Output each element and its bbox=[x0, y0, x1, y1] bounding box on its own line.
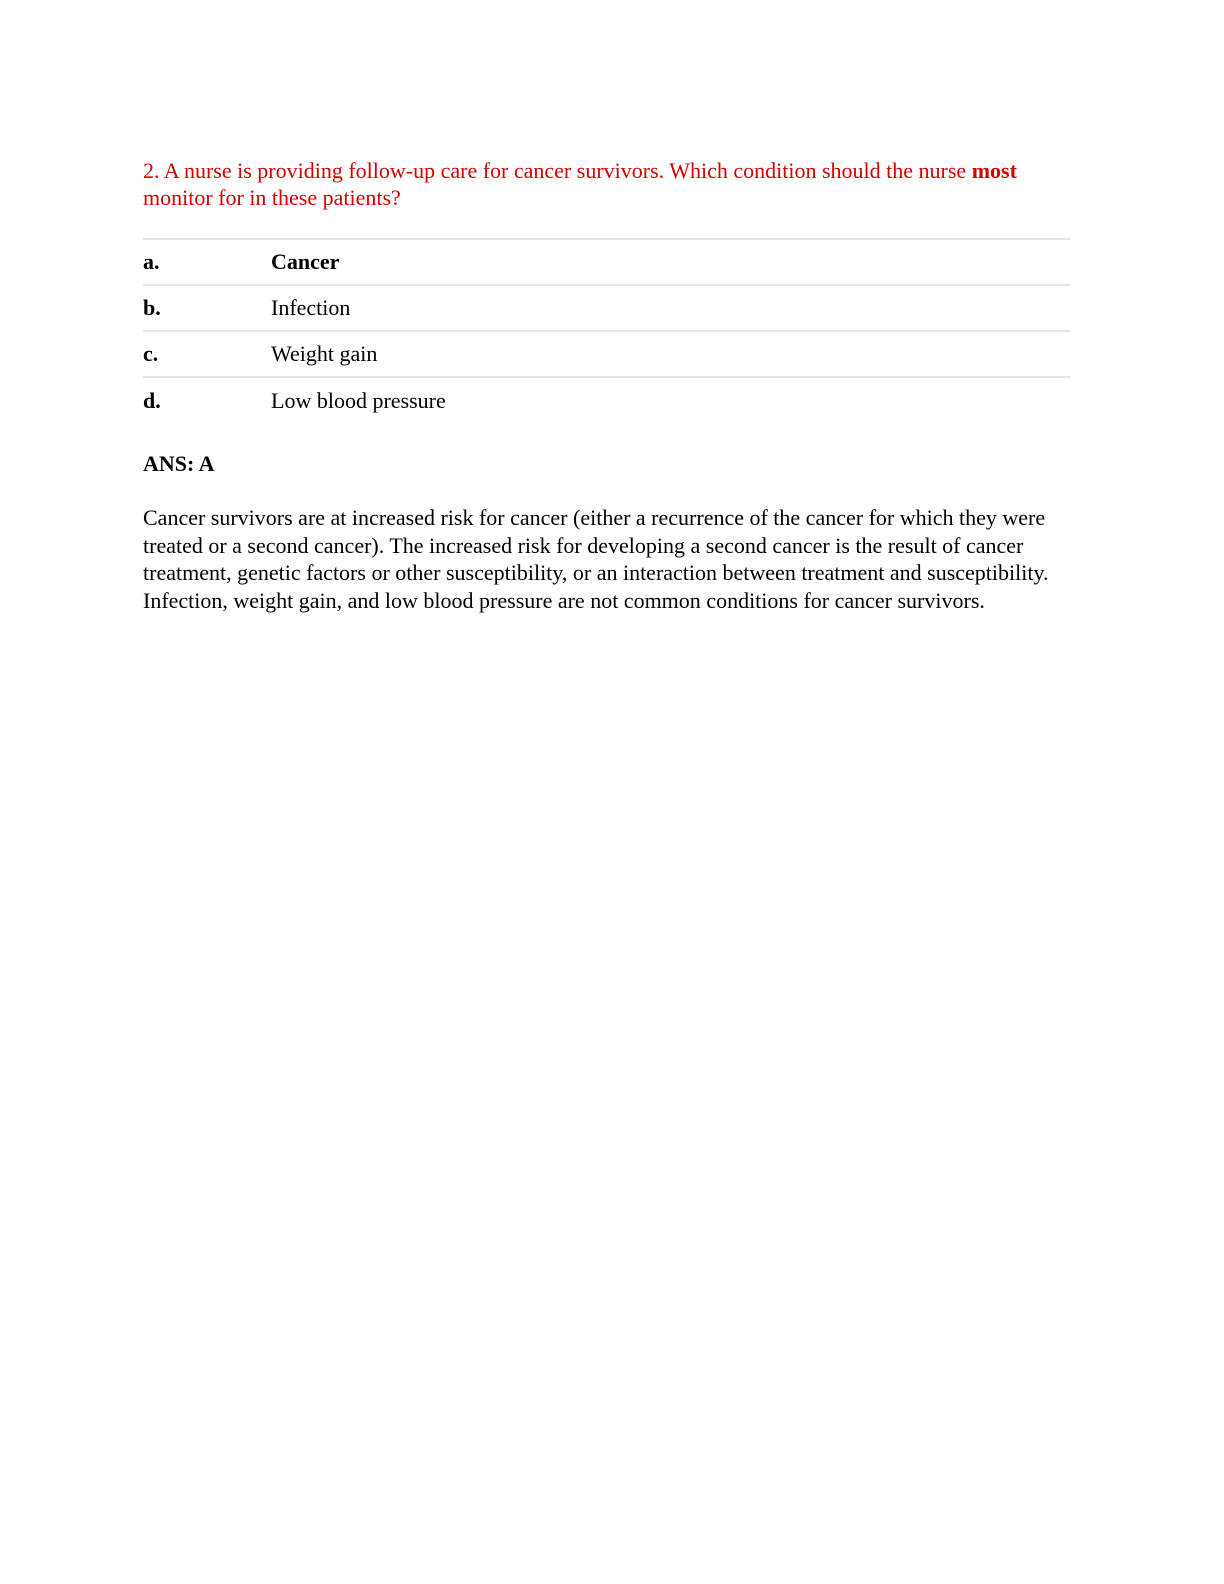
option-row-b bbox=[143, 286, 1071, 332]
question-emphasis: most bbox=[971, 158, 1017, 183]
option-row-d bbox=[143, 378, 1071, 424]
option-letter: c. bbox=[143, 341, 159, 366]
option-text: Weight gain bbox=[271, 341, 378, 366]
question-stem bbox=[143, 157, 1071, 211]
question-text-before: 2. A nurse is providing follow-up care for cancer survivors. Which condition should the nurse bbox=[143, 158, 972, 183]
option-text: Low blood pressure bbox=[271, 388, 446, 413]
option-row-c bbox=[143, 332, 1071, 378]
option-letter: a. bbox=[143, 249, 160, 274]
document-page bbox=[143, 157, 1071, 614]
option-row-a bbox=[143, 240, 1071, 286]
rationale-paragraph: Cancer survivors are at increased risk for cancer (either a recurrence of the cancer for which they were treated or a second cancer). The increased risk for developing a second cancer is the result of cancer treatment, genetic factors or other susceptibility, or an interaction between treatment and susceptibility. Infection, weight gain, and low blood pressure are not common conditions for cancer survivors. bbox=[143, 505, 1049, 613]
question-text-after: monitor for in these patients? bbox=[143, 185, 401, 210]
option-text: Infection bbox=[271, 295, 351, 320]
option-letter: b. bbox=[143, 295, 161, 320]
answer-key: ANS: A bbox=[143, 451, 215, 476]
option-text: Cancer bbox=[271, 249, 340, 274]
option-letter: d. bbox=[143, 388, 161, 413]
answer-options bbox=[143, 238, 1071, 424]
